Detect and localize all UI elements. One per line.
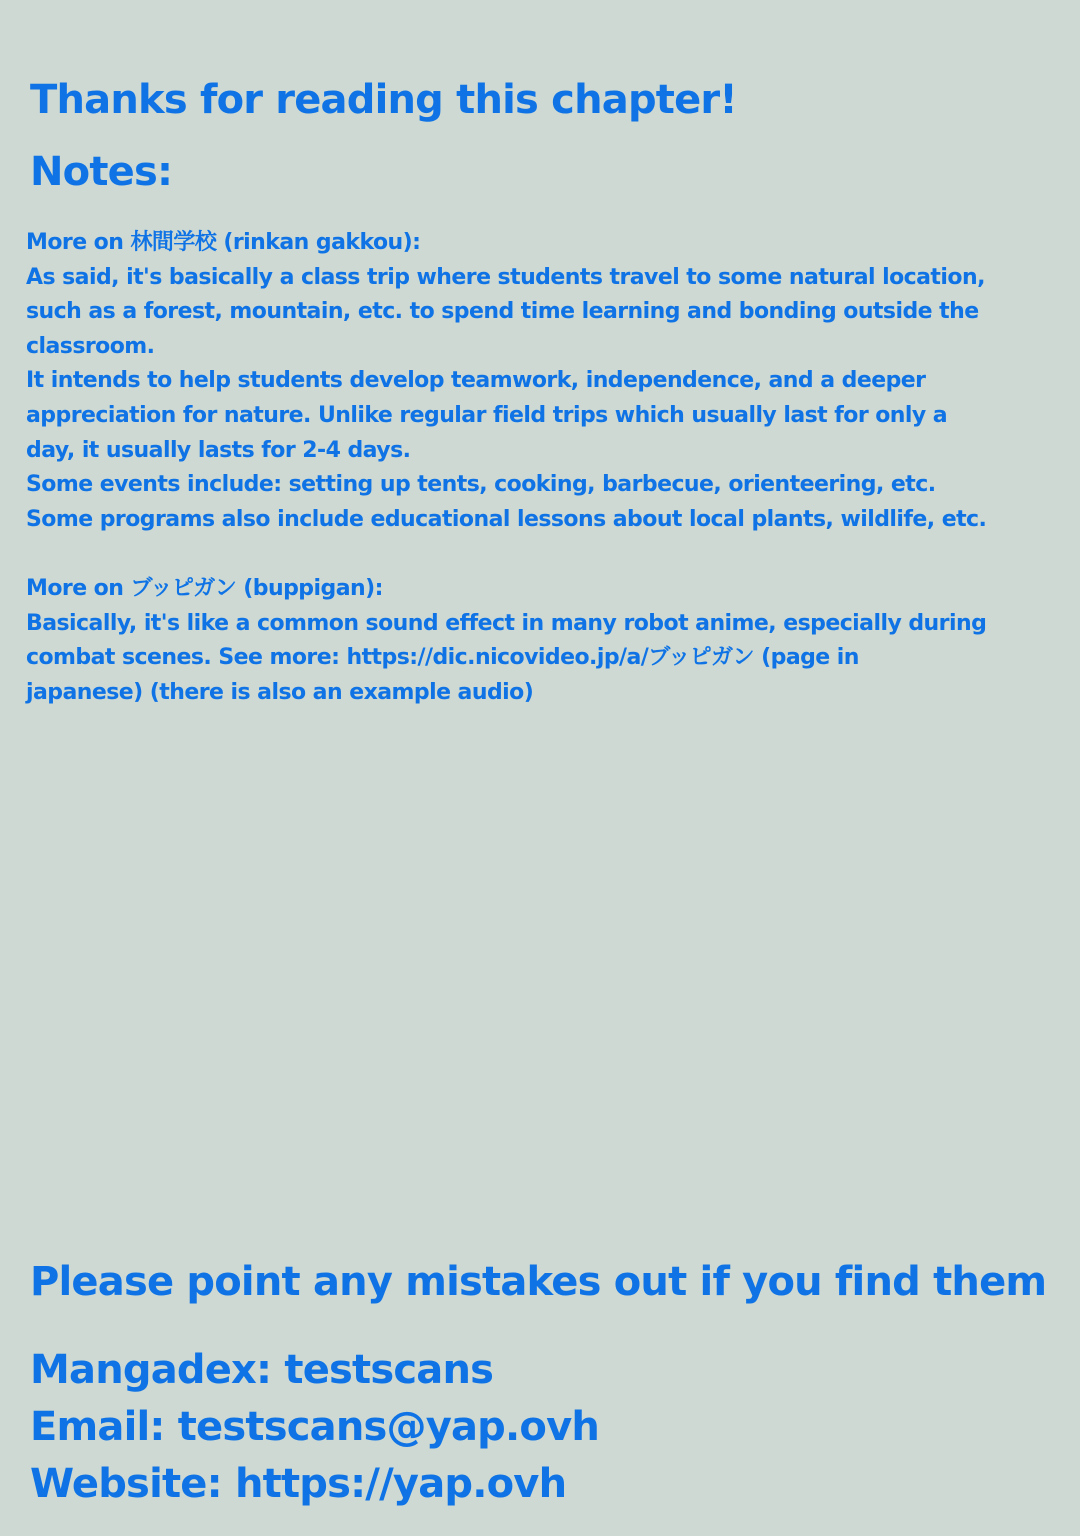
notes-heading: Notes: xyxy=(30,149,173,195)
website-contact: Website: https://yap.ovh xyxy=(30,1461,567,1507)
mistakes-heading: Please point any mistakes out if you find them xyxy=(30,1259,1047,1305)
note-rinkan-line: day, it usually lasts for 2-4 days. xyxy=(26,437,411,463)
note-rinkan-line: Some programs also include educational lessons about local plants, wildlife, etc. xyxy=(26,506,987,532)
note-buppigan-line: japanese) (there is also an example audio) xyxy=(26,679,534,705)
note-rinkan-line: such as a forest, mountain, etc. to spend time learning and bonding outside the xyxy=(26,299,979,325)
note-buppigan-line: Basically, it's like a common sound effect in many robot anime, especially during xyxy=(26,610,987,636)
contact-info xyxy=(30,1342,599,1513)
note-rinkan-line: Some events include: setting up tents, cooking, barbecue, orienteering, etc. xyxy=(26,472,936,498)
email-contact: Email: testscans@yap.ovh xyxy=(30,1404,600,1450)
paragraph-gap xyxy=(26,537,1066,572)
notes-body xyxy=(26,226,1066,710)
note-rinkan-title: More on 林間学校 (rinkan gakkou): xyxy=(26,230,421,255)
note-rinkan-line: appreciation for nature. Unlike regular field trips which usually last for only a xyxy=(26,402,948,428)
note-rinkan-line: It intends to help students develop teamwork, independence, and a deeper xyxy=(26,368,926,394)
note-rinkan-line: classroom. xyxy=(26,333,155,359)
thanks-heading: Thanks for reading this chapter! xyxy=(30,77,737,123)
note-buppigan-line: combat scenes. See more: https://dic.nicovideo.jp/a/ブッピガン (page in xyxy=(26,645,859,671)
note-rinkan-line: As said, it's basically a class trip where students travel to some natural location, xyxy=(26,264,985,290)
note-buppigan-title: More on ブッピガン (buppigan): xyxy=(26,575,383,601)
mangadex-contact: Mangadex: testscans xyxy=(30,1347,494,1393)
